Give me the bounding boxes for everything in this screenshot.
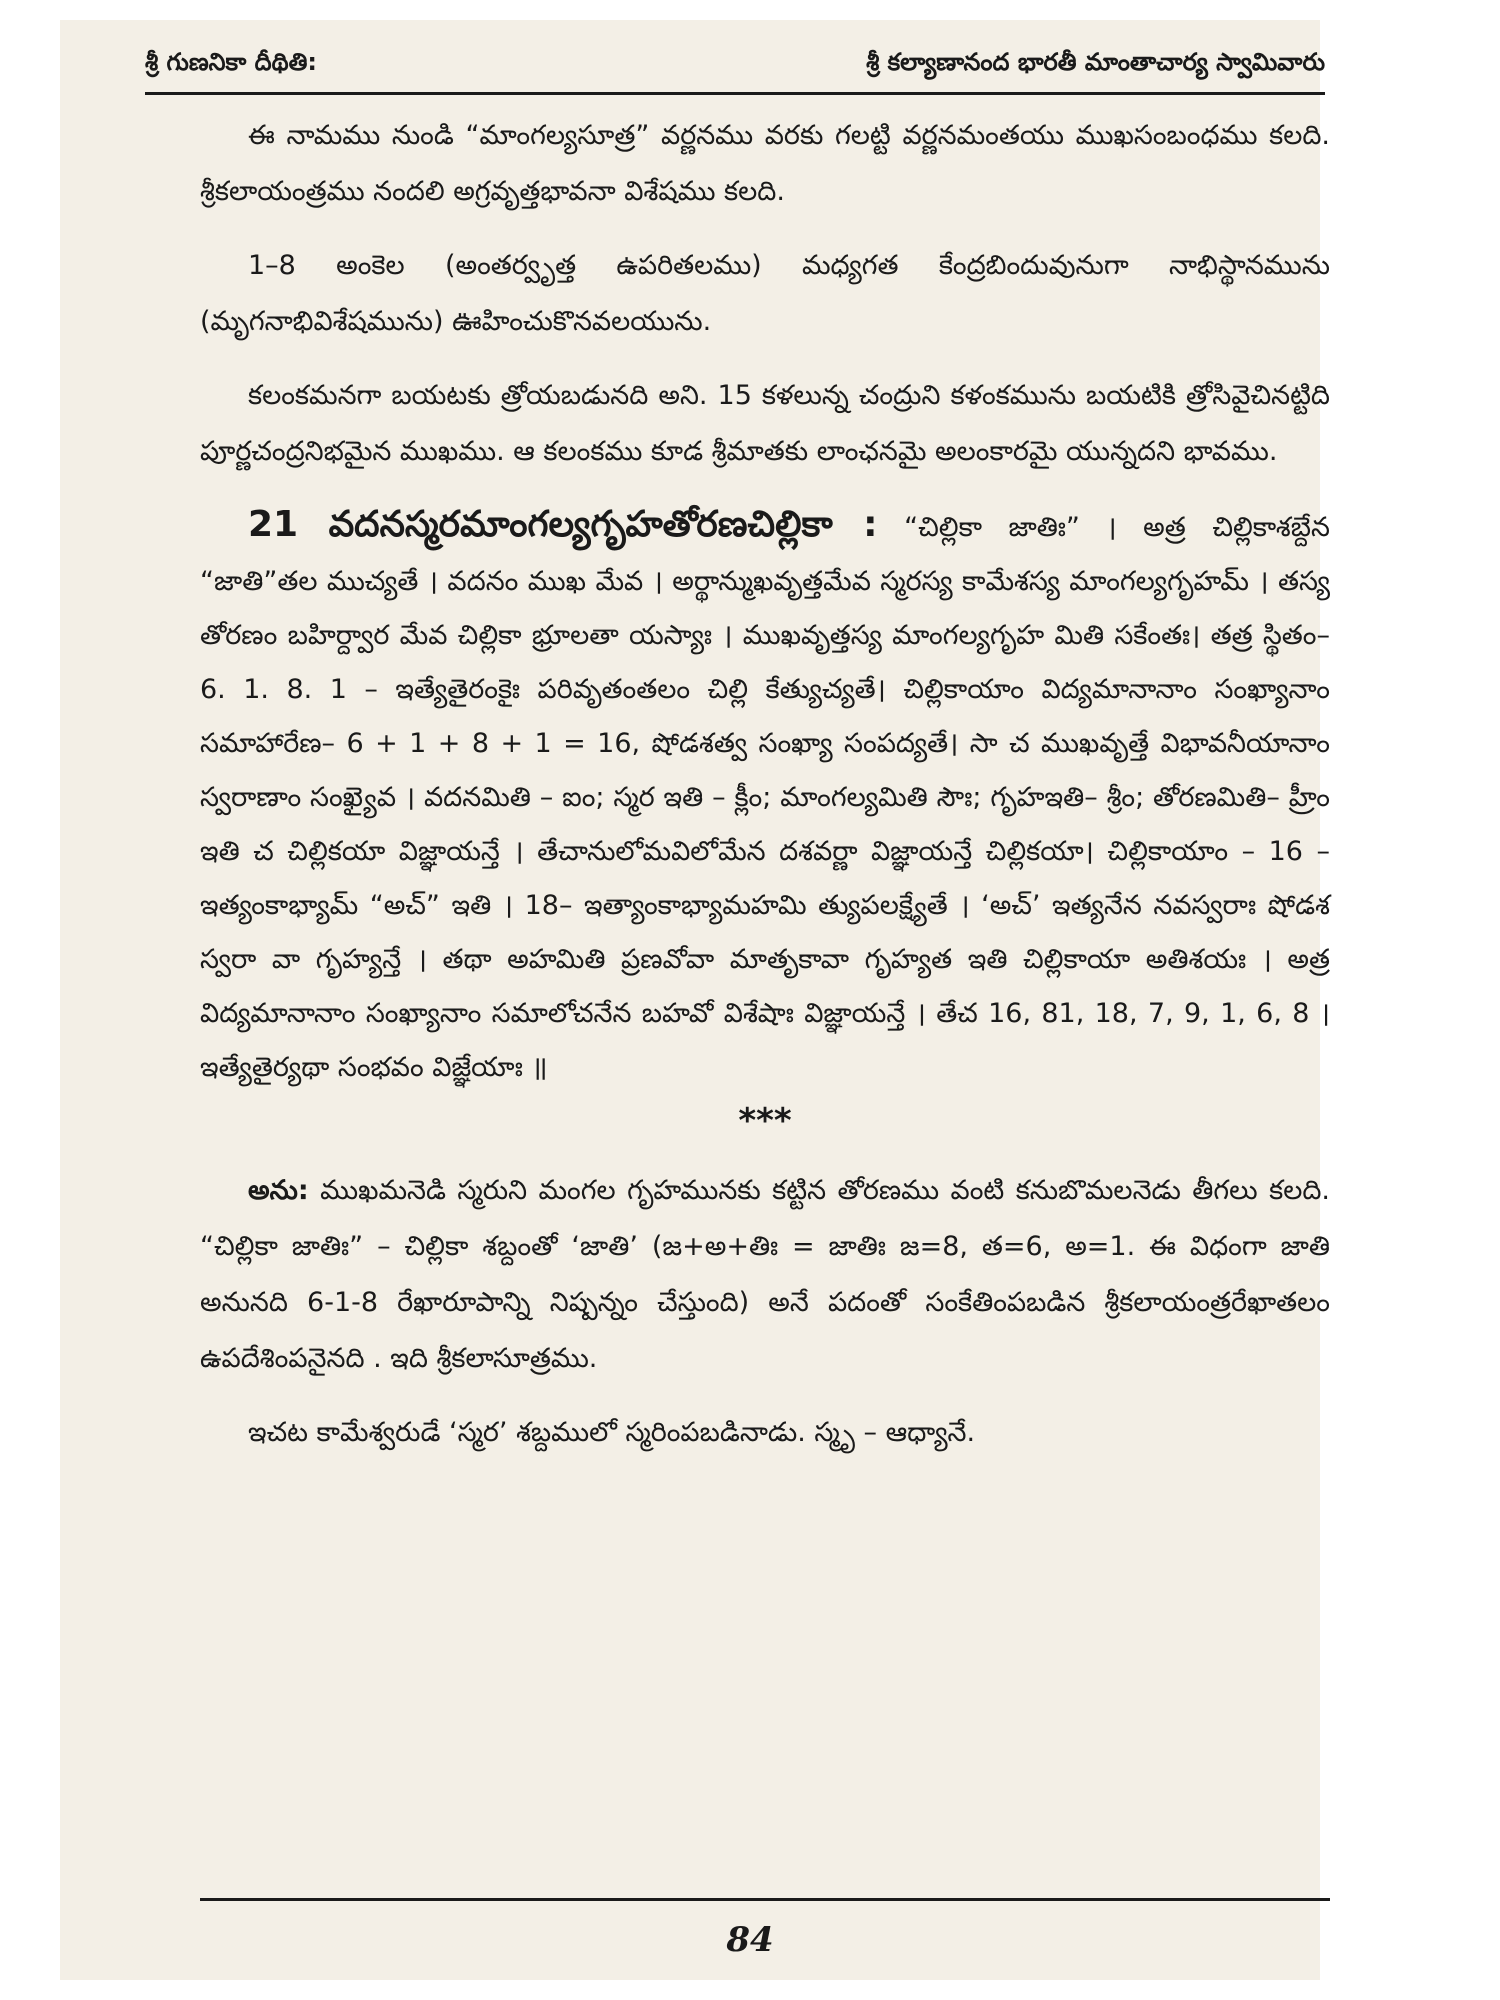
paragraph-1: ఈ నామము నుండి “మాంగల్యసూత్ర” వర్ణనము వరకు గలట్టి వర్ణనమంతయు ముఖసంబంధము కలది. శ్రీకలాయంత్రము నందలి అగ్రవృత్తభావనా విశేషము కలది.: [200, 120, 1330, 207]
commentary-text: ముఖమనెడి స్మరుని మంగల గృహమునకు కట్టిన తోరణము వంటి కనుబొమలనెడు తీగలు కలది. “చిల్లికా జాతిః” – చిల్లికా శబ్దంతో ‘జాతి’ (జ+అ+తిః = జాతిః జ=8, త=6, అ=1. ఈ విధంగా జాతి అనునది 6-1-8 రేఖారూపాన్ని నిష్పన్నం చేస్తుంది) అనే పదంతో సంకేతింపబడిన శ్రీకలాయంత్రరేఖాతలం ఉపదేశింపనైనది . ఇది శ్రీకలాసూత్రము.: [200, 1175, 1330, 1374]
page-body: [200, 108, 1330, 1479]
section-separator: ***: [738, 1101, 792, 1141]
paragraph-2: 1–8 అంకెల (అంతర్వృత్త ఉపరితలము) మధ్యగత కేంద్రబిందువునుగా నాభిస్థానమును (మృగనాభివిశేషమును) ఊహించుకొనవలయును.: [200, 250, 1330, 337]
footer-rule: [200, 1898, 1330, 1901]
page-number: 84: [726, 1920, 774, 1960]
paragraph-3: కలంకమనగా బయటకు త్రోయబడునది అని. 15 కళలున్న చంద్రుని కళంకమును బయటికి త్రోసివైచినట్టిది పూర్ణచంద్రనిభమైన ముఖము. ఆ కలంకము కూడ శ్రీమాతకు లాంఛనమై అలంకారమై యున్నదని భావము.: [200, 380, 1330, 467]
verse-text: “చిల్లికా జాతిః” । అత్ర చిల్లికాశబ్దేన “జాతి”తల ముచ్యతే । వదనం ముఖ మేవ । అర్థాన్ముఖవృత్తమేవ స్మరస్య కామేశస్య మాంగల్యగృహమ్ । తస్య తోరణం బహిర్ద్వార మేవ చిల్లికా భ్రూలతా యస్యాః । ముఖవృత్తస్య మాంగల్యగృహ మితి సకేంతః। తత్ర స్థితం– 6. 1. 8. 1 – ఇత్యేతైరంకైః పరివృతంతలం చిల్లి కేత్యుచ్యతే। చిల్లికాయాం విద్యమానానాం సంఖ్యానాం సమాహారేణ– 6 + 1 + 8 + 1 = 16, షోడశత్వ సంఖ్యా సంపద్యతే। సా చ ముఖవృత్తే విభావనీయానాం స్వరాణాం సంఖ్యైవ । వదనమితి – ఐం; స్మర ఇతి – క్లీం; మాంగల్యమితి సౌః; గృహఇతి– శ్రీం; తోరణమితి– హ్రీం ఇతి చ చిల్లికయా విజ్ఞాయన్తే । తేచానులోమవిలోమేన దశవర్ణా విజ్ఞాయన్తే చిల్లికయా। చిల్లికాయాం – 16 – ఇత్యంకాభ్యామ్ “అచ్” ఇతి । 18– ఇత్యాంకాభ్యామహమి త్యుపలక్ష్యేతే । ‘అచ్’ ఇత్యనేన నవస్వరాః షోడశ స్వరా వా గృహ్యన్తే । తథా అహమితి ప్రణవోవా మాతృకావా గృహ్యత ఇతి చిల్లికాయా అతిశయః । అత్ర విద్యమానానాం సంఖ్యానాం సమాలోచనేన బహవో విశేషాః విజ్ఞాయన్తే । తేచ 16, 81, 18, 7, 9, 1, 6, 8 । ఇత్యేతైర్యథా సంభవం విజ్ఞేయాః ॥: [200, 512, 1330, 1083]
verse-heading: 21 వదనస్మరమాంగల్యగృహతోరణచిల్లికా :: [248, 504, 878, 545]
commentary-label: అను:: [248, 1175, 309, 1206]
header-rule: [145, 92, 1325, 95]
header-book-title: శ్రీ గుణనికా దీథితి:: [145, 48, 317, 76]
verse-block: [200, 498, 1330, 1095]
commentary-paragraph: [200, 1163, 1330, 1387]
header-author: శ్రీ కల్యాణానంద భారతీ మాంతాచార్య స్వామివారు: [866, 48, 1325, 76]
running-header: [145, 40, 1325, 90]
closing-paragraph: ఇచట కామేశ్వరుడే ‘స్మర’ శబ్దములో స్మరింపబడినాడు. స్మృ – ఆధ్యానే.: [248, 1417, 976, 1448]
